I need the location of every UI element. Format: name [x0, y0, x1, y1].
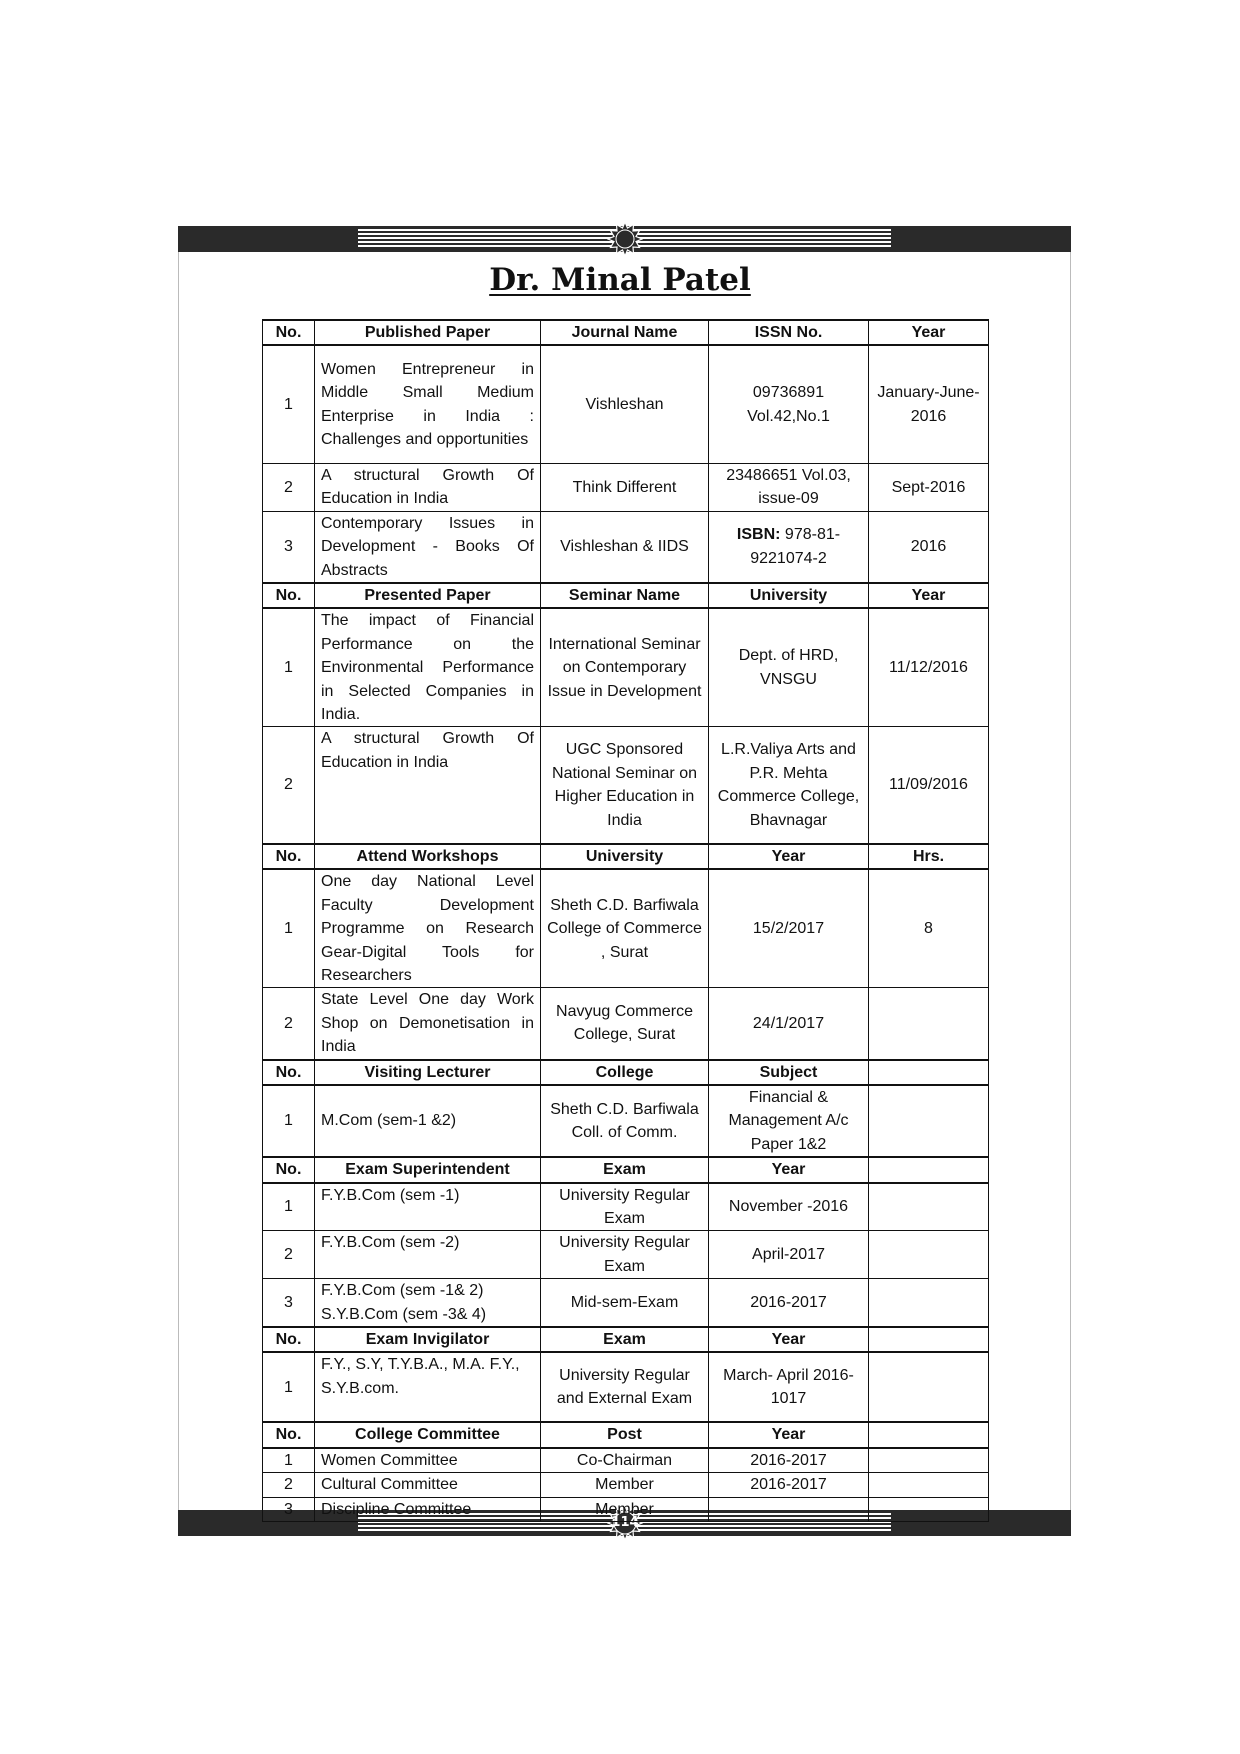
class-cell: F.Y.B.Com (sem -2) [315, 1231, 541, 1279]
empty-cell [869, 1473, 989, 1497]
university-cell: L.R.Valiya Arts and P.R. Mehta Commerce College, Bhavnagar [709, 727, 869, 844]
visiting-header-row [263, 1060, 989, 1085]
header-cell: Year [709, 1157, 869, 1182]
header-cell: Presented Paper [315, 583, 541, 608]
header-cell: Hrs. [869, 844, 989, 869]
workshops-header-row [263, 844, 989, 869]
post-cell: Member [541, 1497, 709, 1521]
journal-name: Vishleshan [541, 345, 709, 463]
committee-name: Women Committee [315, 1448, 541, 1473]
exam-cell: University Regular Exam [541, 1231, 709, 1279]
issn-number: 23486651 Vol.03, issue-09 [709, 463, 869, 511]
empty-cell [869, 1448, 989, 1473]
paper-title: Contemporary Issues in Development - Books Of Abstracts [315, 511, 541, 583]
header-cell: No. [263, 583, 315, 608]
committee-header-row [263, 1422, 989, 1447]
header-cell: College Committee [315, 1422, 541, 1447]
table-row [263, 1352, 989, 1422]
year-cell: 11/09/2016 [869, 727, 989, 844]
year-cell: Sept-2016 [869, 463, 989, 511]
post-cell: Member [541, 1473, 709, 1497]
published-header-row [263, 320, 989, 345]
header-cell: Journal Name [541, 320, 709, 345]
table-row [263, 511, 989, 583]
header-cell: Subject [709, 1060, 869, 1085]
hours-cell [869, 988, 989, 1060]
year-cell: 24/1/2017 [709, 988, 869, 1060]
journal-name: Think Different [541, 463, 709, 511]
exam-cell: University Regular and External Exam [541, 1352, 709, 1422]
isbn-number: 978-81-9221074-2 [750, 526, 841, 567]
year-cell: 2016-2017 [709, 1448, 869, 1473]
isbn-cell [709, 511, 869, 583]
course-cell: M.Com (sem-1 &2) [315, 1085, 541, 1157]
header-cell [869, 1060, 989, 1085]
workshop-title: One day National Level Faculty Development Programme on Research Gear-Digital Tools for Researchers [315, 869, 541, 988]
header-cell: Exam [541, 1327, 709, 1352]
top-medallion-icon [607, 221, 643, 257]
university-cell: Navyug Commerce College, Surat [541, 988, 709, 1060]
header-cell: No. [263, 1327, 315, 1352]
paper-title: Women Entrepreneur in Middle Small Medium Enterprise in India : Challenges and opportunities [315, 345, 541, 463]
header-cell [869, 1157, 989, 1182]
year-cell [709, 1497, 869, 1521]
header-cell: Year [869, 320, 989, 345]
post-cell: Co-Chairman [541, 1448, 709, 1473]
journal-name: Vishleshan & IIDS [541, 511, 709, 583]
header-cell: Year [709, 844, 869, 869]
table-row [263, 1183, 989, 1231]
university-cell: Sheth C.D. Barfiwala College of Commerce , Surat [541, 869, 709, 988]
header-cell: College [541, 1060, 709, 1085]
header-cell: Seminar Name [541, 583, 709, 608]
header-cell [869, 1327, 989, 1352]
table-row [263, 1085, 989, 1157]
header-cell: ISSN No. [709, 320, 869, 345]
year-cell: 15/2/2017 [709, 869, 869, 988]
header-cell: Published Paper [315, 320, 541, 345]
header-cell: No. [263, 1422, 315, 1447]
committee-name: Discipline Committee [315, 1497, 541, 1521]
table-row [263, 1448, 989, 1473]
row-number: 1 [263, 345, 315, 463]
seminar-name: UGC Sponsored National Seminar on Higher Education in India [541, 727, 709, 844]
header-cell: Year [869, 583, 989, 608]
university-cell: Dept. of HRD, VNSGU [709, 608, 869, 727]
table-row [263, 1497, 989, 1521]
class-cell: F.Y.B.Com (sem -1& 2) S.Y.B.Com (sem -3& 4) [315, 1279, 541, 1327]
table-row [263, 608, 989, 727]
header-cell: Attend Workshops [315, 844, 541, 869]
table-row [263, 1231, 989, 1279]
header-cell: No. [263, 320, 315, 345]
paper-title: The impact of Financial Performance on the Environmental Performance in Selected Companies in India. [315, 608, 541, 727]
row-number: 1 [263, 1352, 315, 1422]
header-cell: Post [541, 1422, 709, 1447]
row-number: 2 [263, 1231, 315, 1279]
empty-cell [869, 1231, 989, 1279]
isbn-label: ISBN: [736, 526, 781, 544]
empty-cell [869, 1183, 989, 1231]
header-cell: Exam Invigilator [315, 1327, 541, 1352]
row-number: 1 [263, 1183, 315, 1231]
exam-cell: University Regular Exam [541, 1183, 709, 1231]
row-number: 1 [263, 608, 315, 727]
year-cell: January-June-2016 [869, 345, 989, 463]
table-row [263, 988, 989, 1060]
page-title: Dr. Minal Patel [489, 262, 751, 298]
table-row [263, 1473, 989, 1497]
row-number: 1 [263, 1085, 315, 1157]
year-cell: March- April 2016-1017 [709, 1352, 869, 1422]
committee-name: Cultural Committee [315, 1473, 541, 1497]
header-cell: Exam Superintendent [315, 1157, 541, 1182]
year-cell: 2016 [869, 511, 989, 583]
row-number: 2 [263, 1473, 315, 1497]
row-number: 1 [263, 1448, 315, 1473]
empty-cell [869, 1497, 989, 1521]
header-cell [869, 1422, 989, 1447]
hours-cell: 8 [869, 869, 989, 988]
empty-cell [869, 1085, 989, 1157]
presented-header-row [263, 583, 989, 608]
table-row [263, 869, 989, 988]
issn-number: 09736891 Vol.42,No.1 [709, 345, 869, 463]
table-row [263, 727, 989, 844]
page-number: 114 [611, 1515, 639, 1530]
row-number: 3 [263, 1497, 315, 1521]
profile-table [262, 319, 989, 1522]
workshop-title: State Level One day Work Shop on Demonetisation in India [315, 988, 541, 1060]
class-cell: F.Y.B.Com (sem -1) [315, 1183, 541, 1231]
exam-cell: Mid-sem-Exam [541, 1279, 709, 1327]
paper-title: A structural Growth Of Education in India [315, 463, 541, 511]
header-cell: No. [263, 844, 315, 869]
table-row [263, 345, 989, 463]
college-cell: Sheth C.D. Barfiwala Coll. of Comm. [541, 1085, 709, 1157]
table-row [263, 1279, 989, 1327]
paper-title: A structural Growth Of Education in India [315, 727, 541, 844]
header-cell: Exam [541, 1157, 709, 1182]
empty-cell [869, 1279, 989, 1327]
class-cell: F.Y., S.Y, T.Y.B.A., M.A. F.Y., S.Y.B.com. [315, 1352, 541, 1422]
row-number: 2 [263, 463, 315, 511]
header-cell: No. [263, 1060, 315, 1085]
year-cell: November -2016 [709, 1183, 869, 1231]
year-cell: 2016-2017 [709, 1279, 869, 1327]
subject-cell: Financial & Management A/c Paper 1&2 [709, 1085, 869, 1157]
row-number: 3 [263, 511, 315, 583]
year-cell: 2016-2017 [709, 1473, 869, 1497]
year-cell: April-2017 [709, 1231, 869, 1279]
empty-cell [869, 1352, 989, 1422]
table-row [263, 463, 989, 511]
header-cell: Year [709, 1327, 869, 1352]
row-number: 3 [263, 1279, 315, 1327]
seminar-name: International Seminar on Contemporary Issue in Development [541, 608, 709, 727]
header-cell: University [541, 844, 709, 869]
header-cell: No. [263, 1157, 315, 1182]
row-number: 1 [263, 869, 315, 988]
year-cell: 11/12/2016 [869, 608, 989, 727]
invigilator-header-row [263, 1327, 989, 1352]
header-cell: University [709, 583, 869, 608]
superintendent-header-row [263, 1157, 989, 1182]
header-cell: Year [709, 1422, 869, 1447]
row-number: 2 [263, 988, 315, 1060]
top-ornament-band [178, 226, 1071, 252]
row-number: 2 [263, 727, 315, 844]
header-cell: Visiting Lecturer [315, 1060, 541, 1085]
